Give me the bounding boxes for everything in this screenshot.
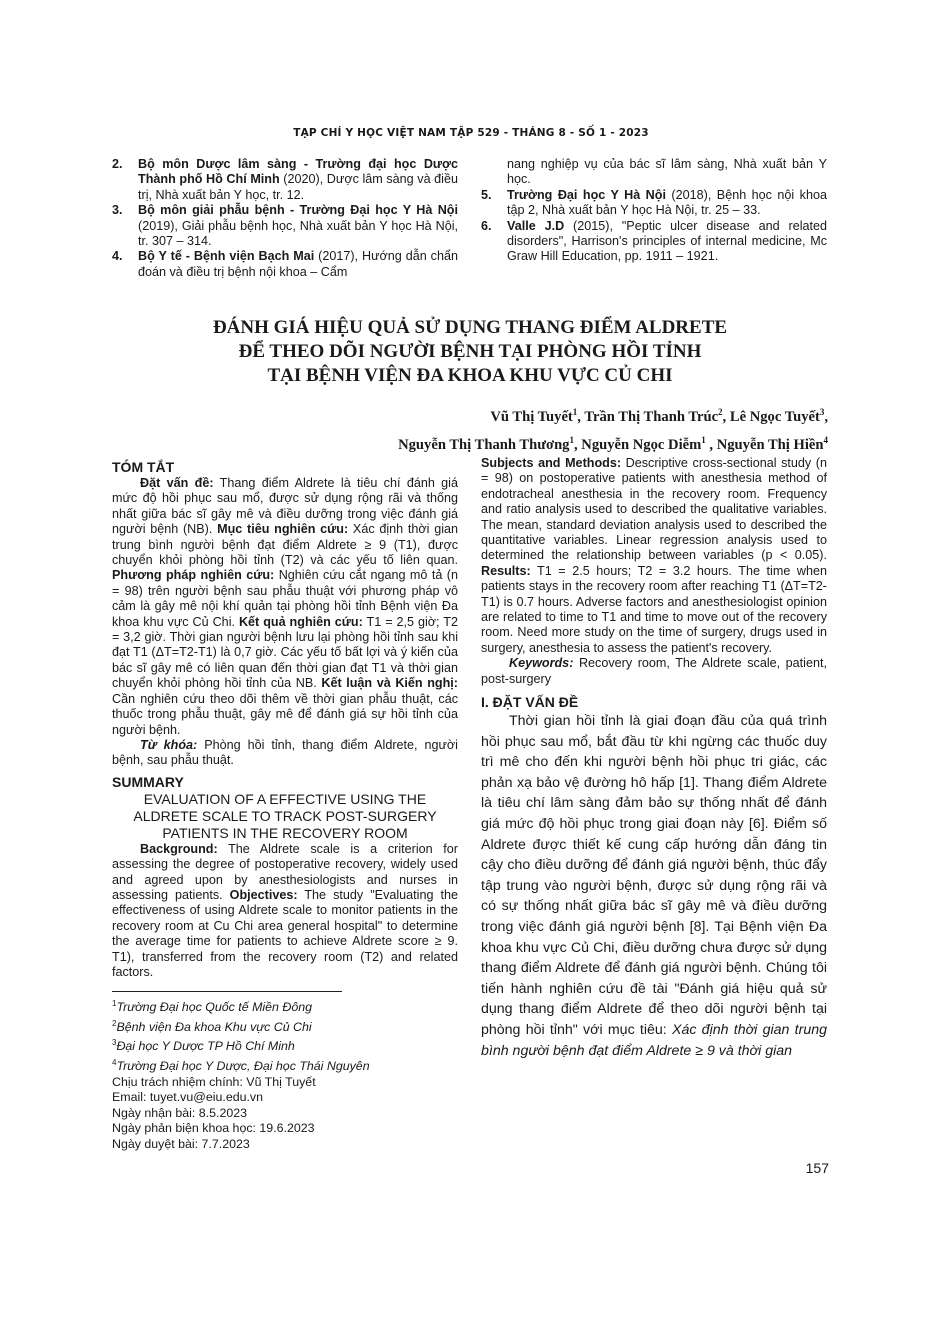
summary-label: Background: [140,841,218,856]
affiliation-number: 1 [112,999,117,1008]
abstract-label: Kết luận và Kiến nghị: [321,676,458,691]
summary-title: EVALUATION OF A EFFECTIVE USING THE ALDRETE SCALE TO TRACK POST-SURGERY PATIENTS IN THE RECOVERY ROOM [133,790,437,841]
abstract-heading: TÓM TẮT [112,459,175,475]
reference-authors: Bộ môn Dược lâm sàng - Trường đại học Dược Thành phố Hồ Chí Minh [138,157,458,187]
abstract-label: Đặt vấn đề: [140,476,214,490]
corresponding-author: Chịu trách nhiệm chính: Vũ Thị Tuyết [112,1074,316,1089]
author-name: Nguyễn Thị Hiền [716,436,824,453]
keywords-text: Recovery room, The Aldrete scale, patient, post-surgery [481,656,827,686]
abstract-text: Xác định thời gian trung bình người bệnh đạt điểm Aldrete ≥ 9 (T1), được chuyển khỏi phòng hồi tỉnh (T2) và các yếu tố liên quan. [112,522,459,568]
keywords-vi [112,738,458,769]
reference-number: 2. [112,157,123,171]
author-name: Vũ Thị Tuyết [490,408,573,425]
reference-text: (2017), Hướng dẫn chẩn đoán và điều trị bệnh nội khoa – Cẩm [138,249,458,279]
author-affiliation: 3 [819,407,825,417]
reference-authors: Bộ Y tế - Bệnh viện Bạch Mai [138,249,315,264]
title-line: TẠI BỆNH VIỆN ĐA KHOA KHU VỰC CỦ CHI [267,365,673,386]
reference-authors: Bộ môn giải phẫu bệnh - Trường Đại học Y Hà Nội [138,203,458,218]
email: Email: tuyet.vu@eiu.edu.vn [112,1090,264,1104]
reference-text: (2015), "Peptic ulcer disease and related disorders", Harrison's principles of internal medicine, Mc Graw Hill Education, pp. 1911 – 1921. [507,218,828,264]
author-affiliation: 1 [701,434,706,445]
abstract-vi [112,458,458,980]
date-received: Ngày nhận bài: 8.5.2023 [112,1105,248,1120]
section-body [481,711,827,1061]
summary-label: Results: [481,563,531,578]
article-title [112,316,828,388]
journal-header: TẠP CHÍ Y HỌC VIỆT NAM TẬP 529 - THÁNG 8 - SỐ 1 - 2023 [293,127,649,139]
affiliation: Trường Đại học Y Dược, Đại học Thái Nguyên [116,1059,370,1073]
section-heading: I. ĐẶT VẤN ĐỀ [481,694,579,711]
abstract-text: Cần nghiên cứu theo dõi thêm về thời gian phẫu thuật, các thuốc trong phẫu thuật, gây mê để đánh giá sự hồi tỉnh của người bệnh. [112,691,458,737]
author-affiliation: 2 [718,407,723,417]
summary-body-continued [481,456,827,656]
summary-text: The study "Evaluating the effectiveness of using Aldrete scale to monitor patients in the recovery room at Cu Chi area general hospital" to determine the average time for patients to achieve Aldrete score ≥ 9. T1), transferred from the recovery room (T2) and related factors. [112,887,459,979]
reference-text: (2019), Giải phẫu bệnh học, Nhà xuất bản Y học Hà Nội, tr. 307 – 314. [138,218,458,249]
section-text: Thời gian hồi tỉnh là giai đoạn đầu của quá trình hồi phục sau mổ, bắt đầu từ khi ngừng các thuốc duy trì mê cho đến khi người bệnh hồi phục tri giác, các phản xạ bảo vệ đường hô hấp [1]. Thang điểm Aldrete là tiêu chí lâm sàng đảm bảo sự thống nhất để đánh giá mức độ hồi phục trong giai đoạn này [6]. Điểm số Aldrete được thiết kế cung cấp hướng dẫn đáng tin cậy cho điều dưỡng để đánh giá người bệnh, thúc đẩy tập trung vào người bệnh, được sử dụng rộng rãi và có sự thống nhất giữa bác sĩ gây mê và điều dưỡng trong việc đánh giá người bệnh [8]. Tại Bệnh viện Đa khoa khu vực Củ Chi, điều dưỡng chưa được sử dụng thang điểm Aldrete để đánh giá người bệnh. Chúng tôi tiến hành nghiên cứu đề tài "Đánh giá hiệu quả sử dụng thang điểm Aldrete để theo dõi người bệnh tại phòng hồi tỉnh" với mục tiêu: [481,713,827,1038]
affiliation-number: 3 [112,1038,117,1048]
affiliation: Trường Đại học Quốc tế Miền Đông [116,1000,313,1015]
reference-number: 6. [481,218,492,233]
keywords-en [481,656,827,687]
title-line: ĐÁNH GIÁ HIỆU QUẢ SỬ DỤNG THANG ĐIỂM ALDRETE [212,317,728,338]
reference-number: 5. [481,187,492,202]
summary-text: Descriptive cross-sectional study (n = 98) on postoperative patients with anesthesia method of endotracheal anesthesia in the recovery room. Frequency and ratio analysis used to described the qualitative variables. The mean, standard deviation analysis used to described the quantitative variables. Linear regression analysis used to determined the relationship between variables (p < 0.05). [481,456,827,563]
reference-item [112,249,458,280]
abstract-label: Phương pháp nghiên cứu: [112,568,275,583]
reference-number: 3. [112,203,123,218]
summary-text: The Aldrete scale is a criterion for assessing the degree of postoperative recovery, widely used and agreed upon by anesthesiologists and nurses in assessing patients. [112,841,458,902]
reference-item [112,203,458,249]
reference-authors: Trường Đại học Y Hà Nội [507,187,666,202]
abstract-text: Nghiên cứu cắt ngang mô tả (n = 98) trên người bệnh sau phẫu thuật với phương pháp vô cảm là gây mê nội khí quản tại phòng hồi tỉnh Bệnh viện Đa khoa khu vực Củ Chi. [112,568,458,629]
references-right [481,157,827,265]
author-name: Lê Ngọc Tuyết [729,408,820,425]
summary-label: Subjects and Methods: [481,456,622,470]
author-list: Vũ Thị Tuyết$^1$, Trần Thị Thanh Trúc$^2$, Lê Ngọc Tuyết$^3$, Nguyễn Thị Thanh Thương$^1$, Nguyễn Ngọc Diễm$^1$ , Nguyễn Thị Hiền$^4$ [398,407,828,453]
author-affiliation: 4 [823,434,828,445]
abstract-label: Kết quả nghiên cứu: [238,614,363,629]
reference-authors: Valle J.D [507,218,565,233]
keywords-label: Từ khóa: [140,737,198,752]
reference-item [481,188,827,219]
summary-continued [481,456,827,1061]
keywords-label: Keywords: [509,656,574,671]
author-affiliation: 1 [572,407,578,417]
footnotes [112,996,458,1152]
reference-text: (2020), Dược lâm sàng và điều trị, Nhà xuất bản Y học, tr. 12. [138,172,458,202]
reference-item [112,157,458,203]
date-reviewed: Ngày phản biện khoa học: 19.6.2023 [112,1121,315,1135]
affiliation: Đại học Y Dược TP Hồ Chí Minh [116,1039,295,1054]
title-line: ĐỂ THEO DÕI NGƯỜI BỆNH TẠI PHÒNG HỒI TỈNH [238,341,702,362]
references-left [112,157,458,280]
section-text-italic: Xác định thời gian trung bình người bệnh đạt điểm Aldrete ≥ 9 và thời gian [481,1022,827,1059]
footnote-divider [112,991,342,992]
abstract-body [112,476,458,738]
abstract-text: T1 = 2,5 giờ; T2 = 3,2 giờ. Thời gian người bệnh lưu lại phòng hồi tỉnh sau khi đạt T1 (ΔT=T2-T1) là 0,7 giờ. Các yếu tố bất lợi và ý kiến của bác sĩ gây mê có liên quan đến thời gian đạt T1 và thời gian chuyển khỏi phòng hồi tỉnh của NB. [112,614,458,691]
author-name: Nguyễn Ngọc Diễm [581,436,702,453]
reference-number: 4. [112,249,123,264]
affiliation-number: 2 [112,1018,117,1028]
author-affiliation: 1 [569,434,574,445]
reference-item [481,219,827,265]
abstract-label: Mục tiêu nghiên cứu: [217,522,349,537]
reference-continuation: nang nghiệp vụ của bác sĩ lâm sàng, Nhà xuất bản Y học. [507,157,827,187]
page-number: 157 [805,1160,829,1176]
summary-body [112,842,458,981]
author-name: Nguyễn Thị Thanh Thương [398,436,570,453]
abstract-text: Thang điểm Aldrete là tiêu chí đánh giá mức độ hồi phục sau mổ, được sử dụng rộng rãi và thống nhất giữa bác sĩ gây mê và điều dưỡng trong việc đánh giá người bệnh (NB). [112,476,458,537]
author-name: Trần Thị Thanh Trúc [584,408,719,425]
affiliation-number: 4 [112,1057,117,1067]
summary-label: Objectives: [229,887,298,902]
keywords-text: Phòng hồi tỉnh, thang điểm Aldrete, người bệnh, sau phẫu thuật. [112,737,458,768]
summary-text: T1 = 2.5 hours; T2 = 3.2 hours. The time when patients stays in the recovery room after reaching T1 (ΔT=T2-T1) is 0.7 hours. Adverse factors and anesthesiologist opinion are related to time to T1 and time to move out of the recovery room. Need more study on the time of surgery, drugs used in surgery, anesthesia to assess the patient's recovery. [481,563,827,655]
summary-heading: SUMMARY [112,773,184,790]
reference-text: (2018), Bệnh học nội khoa tập 2, Nhà xuất bản Y học Hà Nội, tr. 25 – 33. [507,187,827,218]
affiliation: Bệnh viện Đa khoa Khu vực Củ Chi [116,1019,312,1034]
date-accepted: Ngày duyệt bài: 7.7.2023 [112,1136,250,1151]
